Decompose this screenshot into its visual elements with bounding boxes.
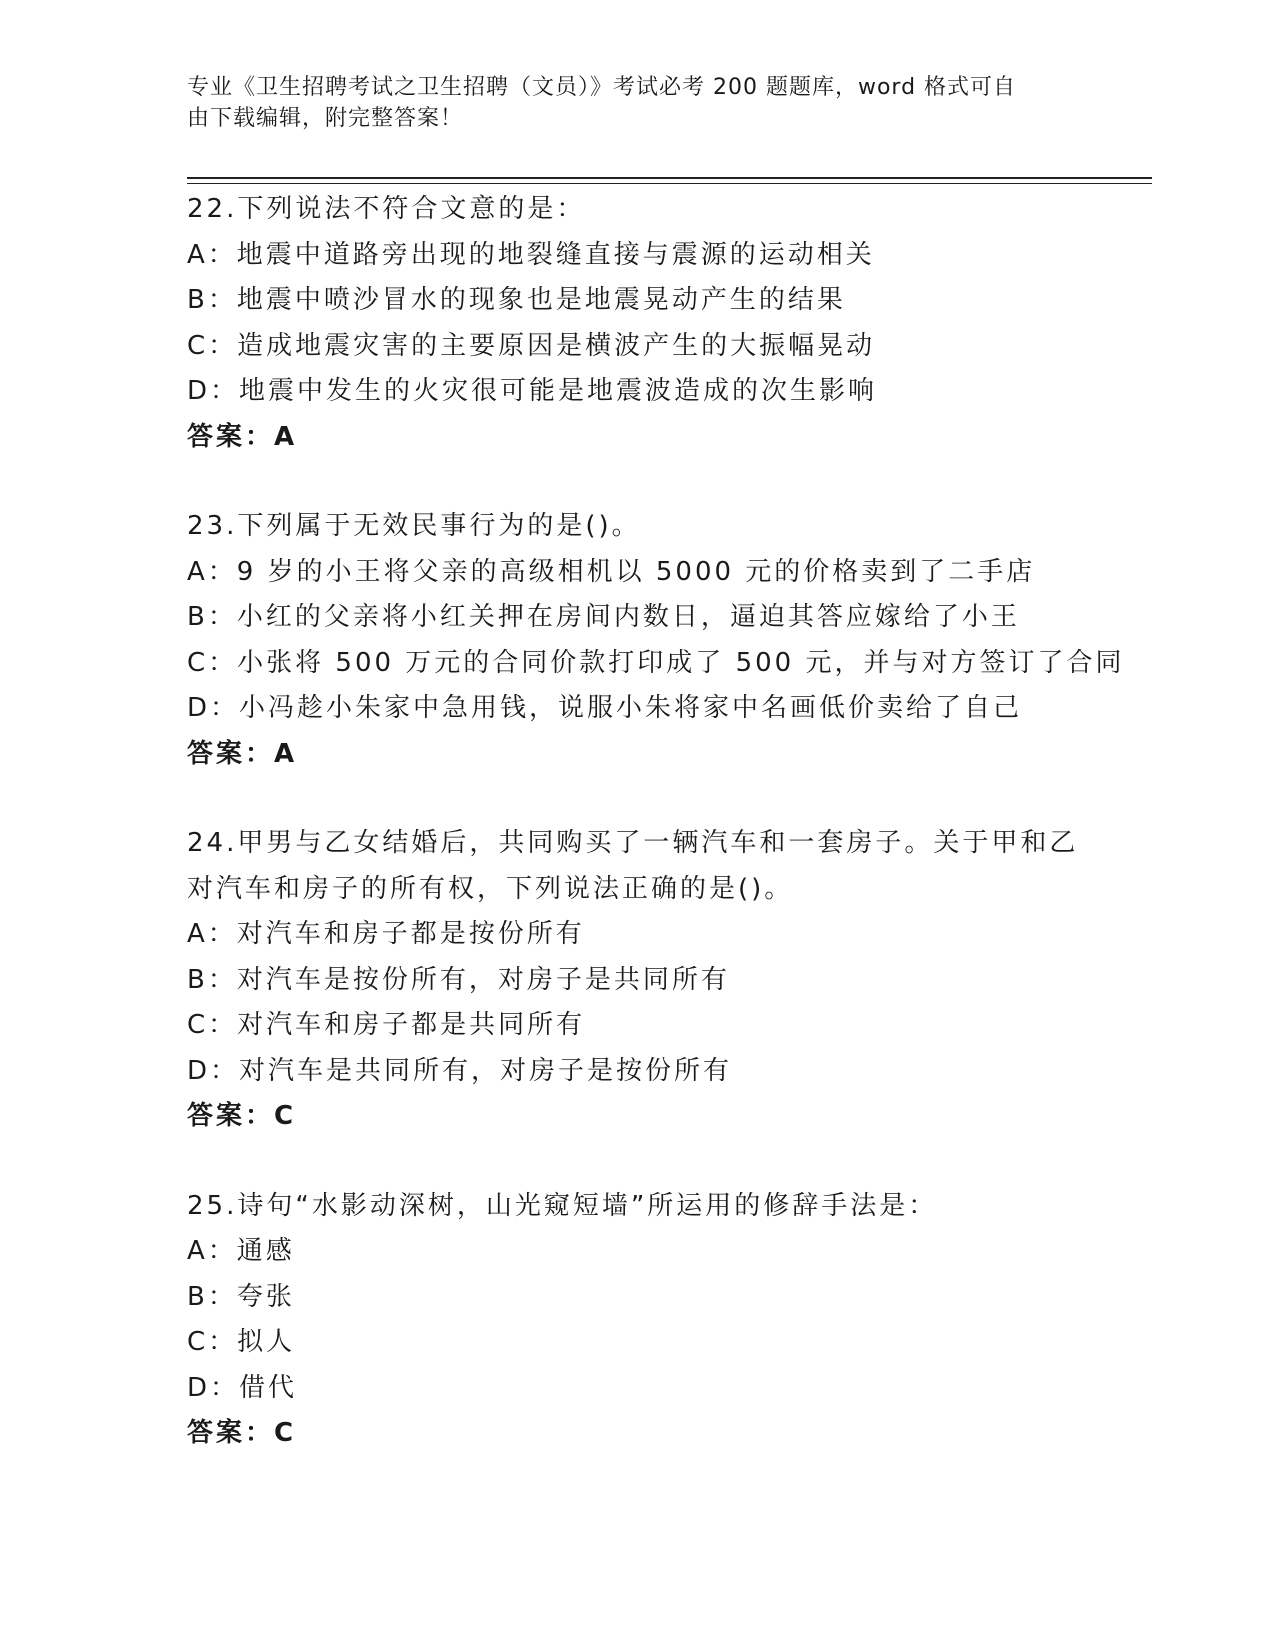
question-24 — [187, 821, 1152, 1140]
option-d: D：对汽车是共同所有，对房子是按份所有 — [187, 1055, 733, 1086]
question-stem-line: 对汽车和房子的所有权，下列说法正确的是()。 — [187, 873, 794, 904]
answer-line: 答案：A — [187, 738, 298, 769]
question-stem — [187, 821, 1152, 912]
option-a: A：地震中道路旁出现的地裂缝直接与震源的运动相关 — [187, 239, 875, 270]
question-stem — [187, 504, 1152, 550]
option-d: D：地震中发生的火灾很可能是地震波造成的次生影响 — [187, 376, 878, 406]
question-stem-line: 22.下列说法不符合文意的是： — [187, 194, 586, 224]
question-stem-line: 24.甲男与乙女结婚后，共同购买了一辆汽车和一套房子。关于甲和乙 — [187, 828, 1079, 858]
answer-line: 答案：C — [187, 1418, 297, 1448]
option-d: D：小冯趁小朱家中急用钱，说服小朱将家中名画低价卖给了自己 — [187, 693, 1023, 723]
question-stem — [187, 1184, 1152, 1230]
question-stem-line: 25.诗句“水影动深树，山光窥短墙”所运用的修辞手法是： — [187, 1190, 938, 1221]
header-line-1: 专业《卫生招聘考试之卫生招聘（文员）》考试必考 200 题题库，word 格式可自 — [187, 75, 1017, 100]
question-stem — [187, 187, 1152, 233]
option-c: C：对汽车和房子都是共同所有 — [187, 1010, 586, 1040]
option-c: C：拟人 — [187, 1327, 296, 1357]
option-b: B：小红的父亲将小红关押在房间内数日，逼迫其答应嫁给了小王 — [187, 602, 1020, 632]
question-list — [187, 187, 1152, 1501]
option-b: B：对汽车是按份所有，对房子是共同所有 — [187, 964, 730, 995]
option-c: C：造成地震灾害的主要原因是横波产生的大振幅晃动 — [187, 330, 876, 361]
option-c: C：小张将 500 万元的合同价款打印成了 500 元，并与对方签订了合同 — [187, 647, 1125, 678]
option-a: A：9 岁的小王将父亲的高级相机以 5000 元的价格卖到了二手店 — [187, 556, 1036, 587]
answer-line: 答案：A — [187, 421, 298, 452]
option-d: D：借代 — [187, 1372, 298, 1403]
question-25 — [187, 1184, 1152, 1457]
option-a: A：通感 — [187, 1236, 295, 1266]
option-b: B：夸张 — [187, 1281, 295, 1312]
answer-line: 答案：C — [187, 1101, 297, 1131]
option-b: B：地震中喷沙冒水的现象也是地震晃动产生的结果 — [187, 285, 846, 315]
question-23 — [187, 504, 1152, 777]
header-line-2: 由下载编辑，附完整答案！ — [187, 106, 464, 131]
question-stem-line: 23.下列属于无效民事行为的是()。 — [187, 511, 641, 541]
header-divider-thin — [187, 183, 1152, 184]
document-header — [187, 72, 1067, 134]
option-a: A：对汽车和房子都是按份所有 — [187, 919, 585, 949]
question-22 — [187, 187, 1152, 460]
header-divider-thick — [187, 177, 1152, 179]
